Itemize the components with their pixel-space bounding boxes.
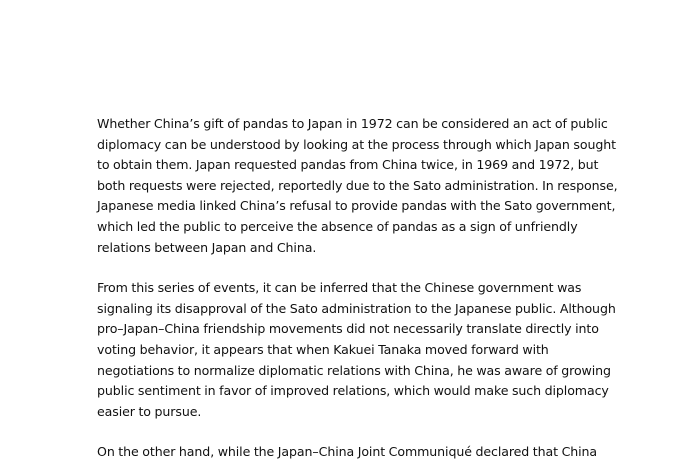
document-body — [97, 114, 618, 459]
text-line: On the other hand, while the Japan–China Joint Communiqué declared that China — [97, 444, 598, 459]
text-line: relations between Japan and China. — [97, 239, 317, 255]
text-line: pro–Japan–China friendship movements did not necessarily translate directly into — [97, 321, 599, 337]
paragraph-3 — [97, 442, 598, 459]
text-line: negotiations to normalize diplomatic relations with China, he was aware of growing — [97, 362, 611, 378]
text-line: to obtain them. Japan requested pandas from China twice, in 1969 and 1972, but — [97, 157, 599, 173]
text-line: easier to pursue. — [97, 403, 202, 419]
text-line: which led the public to perceive the absence of pandas as a sign of unfriendly — [97, 218, 578, 234]
text-line: voting behavior, it appears that when Kakuei Tanaka moved forward with — [97, 341, 549, 357]
paragraph-2 — [97, 278, 616, 422]
text-line: both requests were rejected, reportedly due to the Sato administration. In response, — [97, 177, 618, 193]
text-line: From this series of events, it can be inferred that the Chinese government was — [97, 280, 582, 296]
text-line: Whether China’s gift of pandas to Japan in 1972 can be considered an act of public — [97, 116, 608, 131]
text-line: public sentiment in favor of improved relations, which would make such diplomacy — [97, 383, 609, 399]
text-line: diplomacy can be understood by looking at the process through which Japan sought — [97, 136, 616, 152]
text-line: signaling its disapproval of the Sato administration to the Japanese public. Although — [97, 300, 616, 316]
text-line: Japanese media linked China’s refusal to provide pandas with the Sato government, — [97, 198, 616, 214]
paragraph-1 — [97, 114, 618, 258]
